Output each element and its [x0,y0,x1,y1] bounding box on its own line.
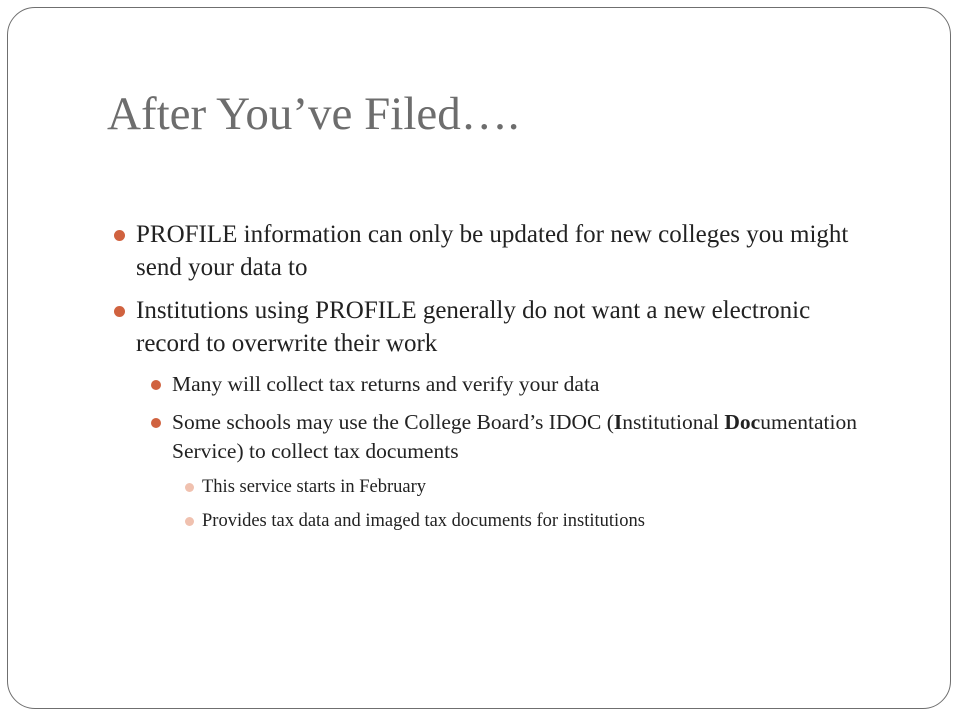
bullet-text: Institutions using PROFILE generally do not want a new electronic record to overwrite their work [136,297,811,357]
sub-sub-bullet-item [106,475,866,499]
slide-frame [7,7,951,709]
bullet-dot-icon [114,230,125,241]
bullet-dot-icon [151,418,161,428]
sub-bullet-text [172,410,857,463]
bullet-dot-icon [114,306,125,317]
text-segment: nstitutional [622,410,725,434]
sub-bullet-item [106,370,866,399]
bullet-item [106,218,866,284]
sub-sub-bullet-item [106,509,866,533]
bold-segment: I [613,410,623,434]
text-segment: umentation Service) to collect tax documents [172,410,857,463]
sub-bullet-text: Many will collect tax returns and verify your data [172,372,600,396]
bullet-dot-icon [185,517,194,526]
bullet-list [106,218,866,543]
bullet-dot-icon [185,483,194,492]
sub-bullet-item [106,408,866,466]
slide-title: After You’ve Filed…. [107,88,520,140]
bullet-text: PROFILE information can only be updated for new colleges you might send your data to [136,221,849,281]
sub-sub-bullet-text: This service starts in February [202,477,426,497]
sub-sub-bullet-text: Provides tax data and imaged tax documents for institutions [202,511,645,531]
bullet-dot-icon [151,380,161,390]
text-segment: Some schools may use the College Board’s IDOC ( [172,410,614,434]
bullet-item [106,294,866,360]
bold-segment: Doc [724,410,761,434]
